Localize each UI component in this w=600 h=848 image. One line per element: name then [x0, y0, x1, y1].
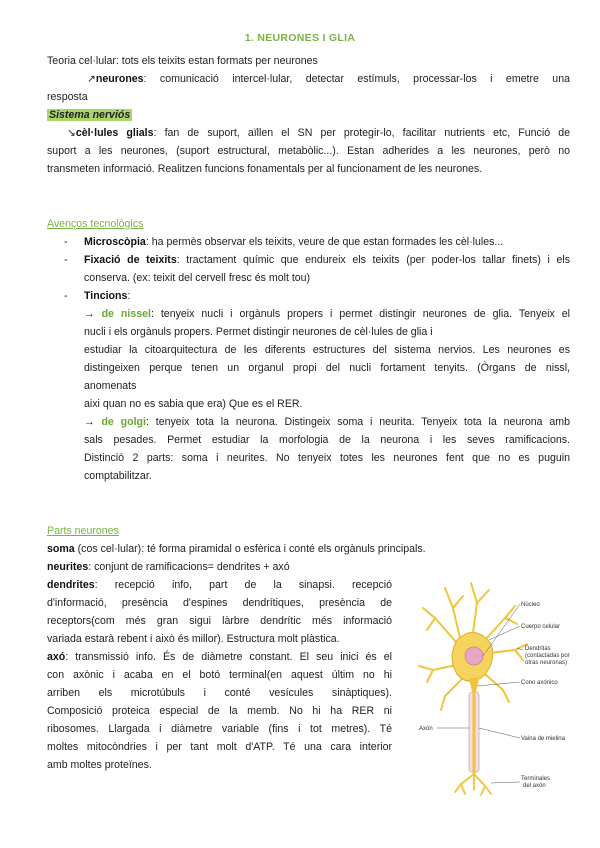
neurites-line: neurites: conjunt de ramificacions= dendrites + axó	[47, 561, 290, 573]
golgi-line-1: → de golgi: tenyeix tota la neurona. Distingeix soma i neurita. Tenyeix tota la neurona amb	[84, 416, 571, 428]
label-vaina: Vaina de mielina	[521, 736, 565, 742]
fixacio-item: Fixació de teixits: tractament químic que endureix els teixits (per poder-los tallar finets) i els	[84, 254, 571, 266]
tincions-item: Tincions:	[84, 290, 131, 302]
neuron-diagram	[405, 578, 575, 798]
label-terminales-2: del axón	[523, 783, 546, 789]
teoria-line: Teoria cel·lular: tots els teixits estan formats per neurones	[47, 55, 318, 67]
nissel-line-4: distingeixen perque tenen un organul propi del nucli fortament tenyits. (Òrgans de nissl,	[84, 362, 570, 374]
label-dendritas-2: (contactadas por	[525, 653, 570, 659]
avencos-heading: Avenços tecnològics	[47, 218, 144, 230]
glials-line-3: transmeten informació. Realitzen funcions fonamentals per al funcionament de les neurones.	[47, 163, 483, 175]
axo-line-6: moltes mitocòndries i per tant molt d'ATP. Té una cara interior	[47, 741, 392, 753]
golgi-line-3: Distinció 2 parts: soma i neurites. No tenyeix totes les neurones fent que no es puguin	[84, 452, 570, 464]
nissel-line-5: anomenats	[84, 380, 137, 392]
bullet-dash: -	[64, 254, 68, 266]
nissel-line-6: aixi quan no es sabia que era) Que es el RER.	[84, 398, 303, 410]
bullet-dash: -	[64, 290, 68, 302]
neurones-line-2: resposta	[47, 91, 88, 103]
axon-hillock-shape	[469, 678, 479, 692]
fixacio-line-2: conserva. (ex: teixit del cervell fresc és molt tou)	[84, 272, 311, 284]
label-dendritas-3: otras neuronas)	[525, 660, 568, 666]
label-nucleo: Núcleo	[521, 602, 540, 608]
microscopia-item: Microscòpia: ha permès observar els teixits, veure de que estan formades les cèl·lules...	[84, 236, 504, 248]
axon-terminals-illustration	[455, 774, 491, 795]
bullet-dash: -	[64, 236, 68, 248]
nucleus-shape	[465, 647, 483, 665]
axo-line-4: Composició proteica especial de la memb. No hi ha RER ni	[47, 705, 392, 717]
golgi-line-4: comptabilitzar.	[84, 470, 152, 482]
label-cuerpo: Cuerpo celular	[521, 624, 561, 630]
nissel-line-2: nucli i els orgànuls propers. Permet distingir neurones de cèl·lules de glia i	[84, 326, 433, 338]
axo-line-5: ribosomes. Llargada i diàmetre variable (fins i tot metres). Té	[47, 723, 392, 735]
dendrites-line-2: d'informació, presència d'espines dendrítiques, presència de	[47, 597, 392, 609]
glials-line-2: suport a les neurones, (suport estructural, metabòlic...). Estan adherides a les neurones, però no	[47, 145, 570, 157]
nissel-line-1: → de nissel: tenyeix nucli i orgànuls propers i permet distingir neurones de glia. Tenyeix el	[84, 308, 570, 320]
soma-line: soma (cos cel·lular): té forma piramidal o esfèrica i conté els orgànuls principals.	[47, 543, 426, 555]
parts-heading: Parts neurones	[47, 525, 119, 537]
page-title: 1. NEURONES I GLIA	[244, 32, 356, 44]
nissel-line-3: estudiar la citoarquitectura de les diferents estructures del sistema nervios. Les neurones es	[84, 344, 570, 356]
label-terminales-1: Terminales	[521, 776, 551, 782]
axo-line-7: amb moltes proteïnes.	[47, 759, 152, 771]
dendrites-line-4: variada estarà rebent i això és millor). Estructura molt plàstica.	[47, 633, 340, 645]
label-dendritas-1: Dendritas	[525, 646, 551, 652]
glials-line-1: ↘cèl·lules glials: fan de suport, aïllen el SN per protegir-lo, facilitar nutrients etc, Funció de	[67, 127, 570, 139]
neurones-line: ↗neurones: comunicació intercel·lular, detectar estímuls, processar-los i emetre una	[87, 73, 570, 85]
label-axon: Axón	[419, 726, 433, 732]
dendrites-line-3: receptors(com més gran sigui làrbre dendrític més informació	[47, 615, 392, 627]
axo-line-2: con axònic i acaba en el botó terminal(en aquest últim no hi	[47, 669, 392, 681]
label-cono: Cono axónico	[521, 680, 558, 686]
sistema-nervios-heading: Sistema nerviós	[49, 109, 131, 121]
axo-line-1: axó: transmissió info. És de diàmetre constant. El seu inici és el	[47, 651, 392, 663]
axo-line-3: arriben els microtúbuls i conté vesícules sinàptiques).	[47, 687, 392, 699]
dendrites-line-1: dendrites: recepció info, part de la sinapsi. recepció	[47, 579, 392, 591]
golgi-line-2: sals pesades. Permet estudiar la morfologia de la neurona i les seves ramificacions.	[84, 434, 570, 446]
